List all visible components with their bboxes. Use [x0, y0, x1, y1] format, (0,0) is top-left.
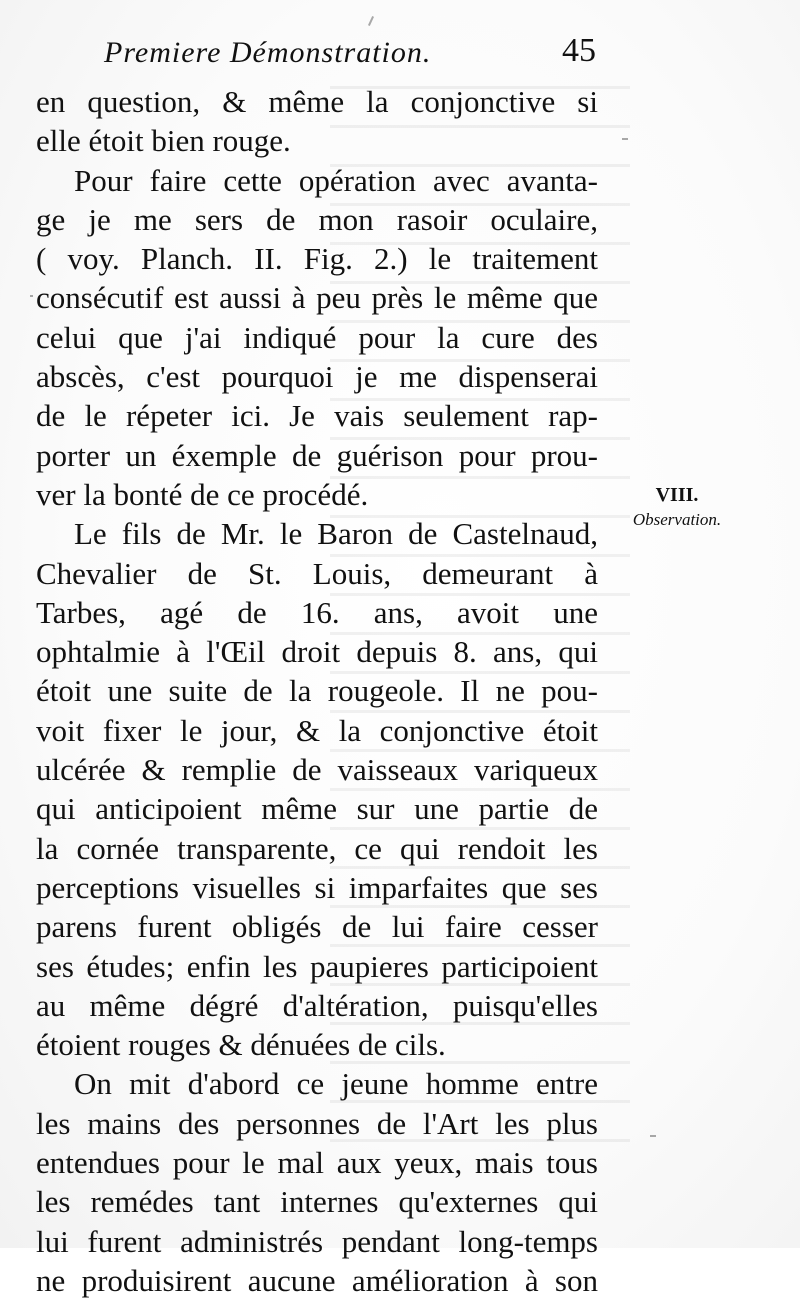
- text-line: ver la bonté de ce procédé.: [36, 476, 369, 512]
- text-line: ophtalmie à l'Œil droit depuis 8. ans, qui: [36, 634, 598, 670]
- text-line: lui furent administrés pendant long-temps: [36, 1223, 598, 1259]
- text-line: au même dégré d'altération, puisqu'elles: [36, 987, 598, 1023]
- running-title: Premiere Démonstration.: [104, 36, 432, 69]
- text-line: consécutif est aussi à peu près le même que: [36, 280, 598, 316]
- text-line: la cornée transparente, ce qui rendoit les: [36, 830, 598, 866]
- text-line: en question, & même la conjonctive si: [36, 84, 598, 119]
- text-line: parens furent obligés de lui faire cesser: [36, 909, 598, 945]
- margin-note-number: VIII.: [655, 484, 699, 506]
- text-line: ne produisirent aucune amélioration à son: [36, 1262, 598, 1298]
- page-header: [104, 30, 604, 76]
- body-text: [36, 82, 598, 1300]
- text-line: elle étoit bien rouge.: [36, 123, 291, 159]
- text-line: ulcérée & remplie de vaisseaux variqueux: [36, 752, 598, 788]
- text-line: ( voy. Planch. II. Fig. 2.) le traitement: [36, 241, 598, 277]
- text-line: étoit une suite de la rougeole. Il ne pou-: [36, 673, 598, 709]
- page-number: 45: [562, 32, 596, 69]
- text-line: celui que j'ai indiqué pour la cure des: [36, 319, 598, 355]
- text-line: de le répeter ici. Je vais seulement rap-: [36, 398, 598, 434]
- text-line: qui anticipoient même sur une partie de: [36, 791, 598, 827]
- text-line: les mains des personnes de l'Art les plus: [36, 1105, 598, 1141]
- text-line: les remédes tant internes qu'externes qui: [36, 1184, 598, 1220]
- text-line: porter un éxemple de guérison pour prou-: [36, 437, 598, 473]
- text-line: Pour faire cette opération avec avanta-: [74, 162, 598, 198]
- text-line: voit fixer le jour, & la conjonctive étoit: [36, 712, 598, 748]
- text-line: étoient rouges & dénuées de cils.: [36, 1027, 446, 1063]
- text-line: perceptions visuelles si imparfaites que ses: [36, 869, 598, 905]
- text-line: entendues pour le mal aux yeux, mais tous: [36, 1145, 598, 1181]
- text-line: ses études; enfin les paupieres participoient: [36, 948, 598, 984]
- text-line: Tarbes, agé de 16. ans, avoit une: [36, 594, 598, 630]
- text-line: Le fils de Mr. le Baron de Castelnaud,: [74, 516, 598, 552]
- text-line: ge je me sers de mon rasoir oculaire,: [36, 201, 598, 237]
- margin-note-label: Observation.: [632, 510, 722, 529]
- text-line: On mit d'abord ce jeune homme entre: [74, 1066, 598, 1102]
- text-line: abscès, c'est pourquoi je me dispenserai: [36, 359, 598, 395]
- text-line: Chevalier de St. Louis, demeurant à: [36, 555, 598, 591]
